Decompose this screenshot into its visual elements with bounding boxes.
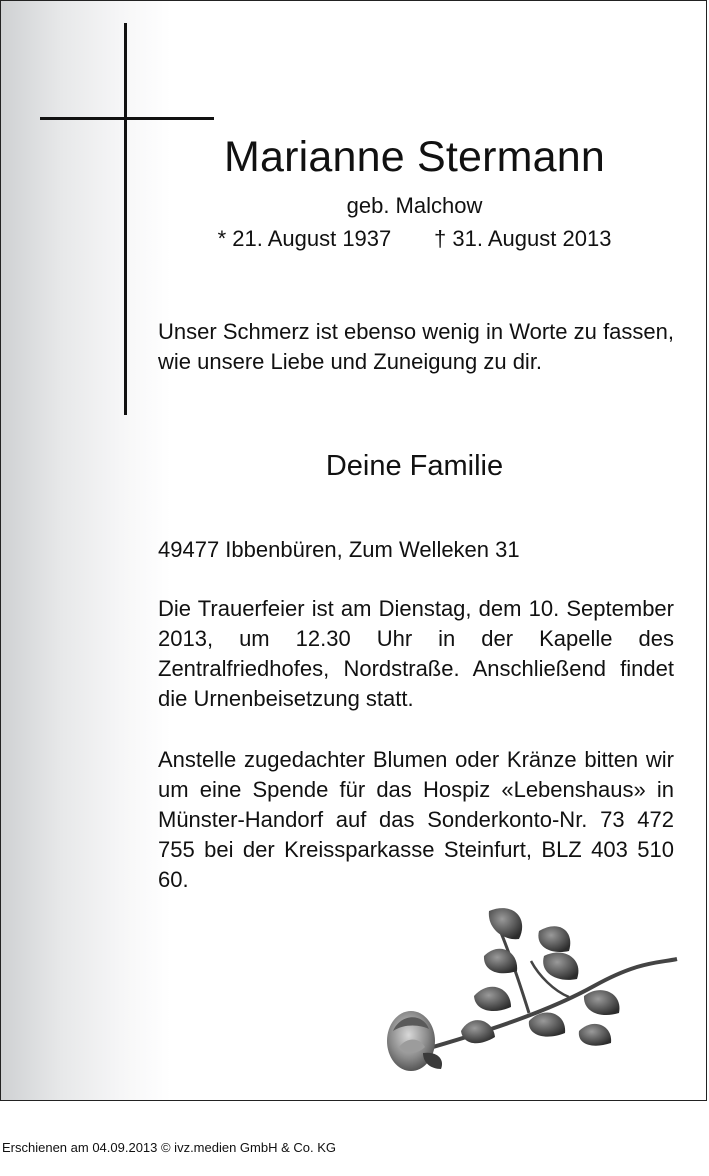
publication-footer: Erschienen am 04.09.2013 © ivz.medien GmbH & Co. KG (2, 1140, 337, 1155)
address: 49477 Ibbenbüren, Zum Welleken 31 (158, 537, 520, 562)
ceremony-info: Die Trauerfeier ist am Dienstag, dem 10. September 2013, um 12.30 Uhr in der Kapelle des Zentralfriedhofes, Nordstraße. Anschließend findet die Urnenbeisetzung statt. (158, 596, 674, 711)
cross-icon-bar (40, 117, 214, 120)
donation-info: Anstelle zugedachter Blumen oder Kränze bitten wir um eine Spende für das Hospiz «Lebenshaus» in Münster-Handorf auf das Sonderkonto-Nr. 73 472 755 bei der Kreissparkasse Steinfurt, BLZ 403 510 60. (158, 747, 674, 892)
memorial-quote: Unser Schmerz ist ebenso wenig in Worte zu fassen, wie unsere Liebe und Zuneigung zu dir. (158, 319, 674, 374)
maiden-name: geb. Malchow (346, 193, 483, 218)
signature: Deine Familie (325, 450, 504, 482)
cross-icon (124, 23, 127, 415)
life-dates: * 21. August 1937 † 31. August 2013 (217, 226, 612, 251)
rose-illustration (379, 901, 679, 1086)
deceased-name: Marianne Stermann (223, 133, 606, 181)
